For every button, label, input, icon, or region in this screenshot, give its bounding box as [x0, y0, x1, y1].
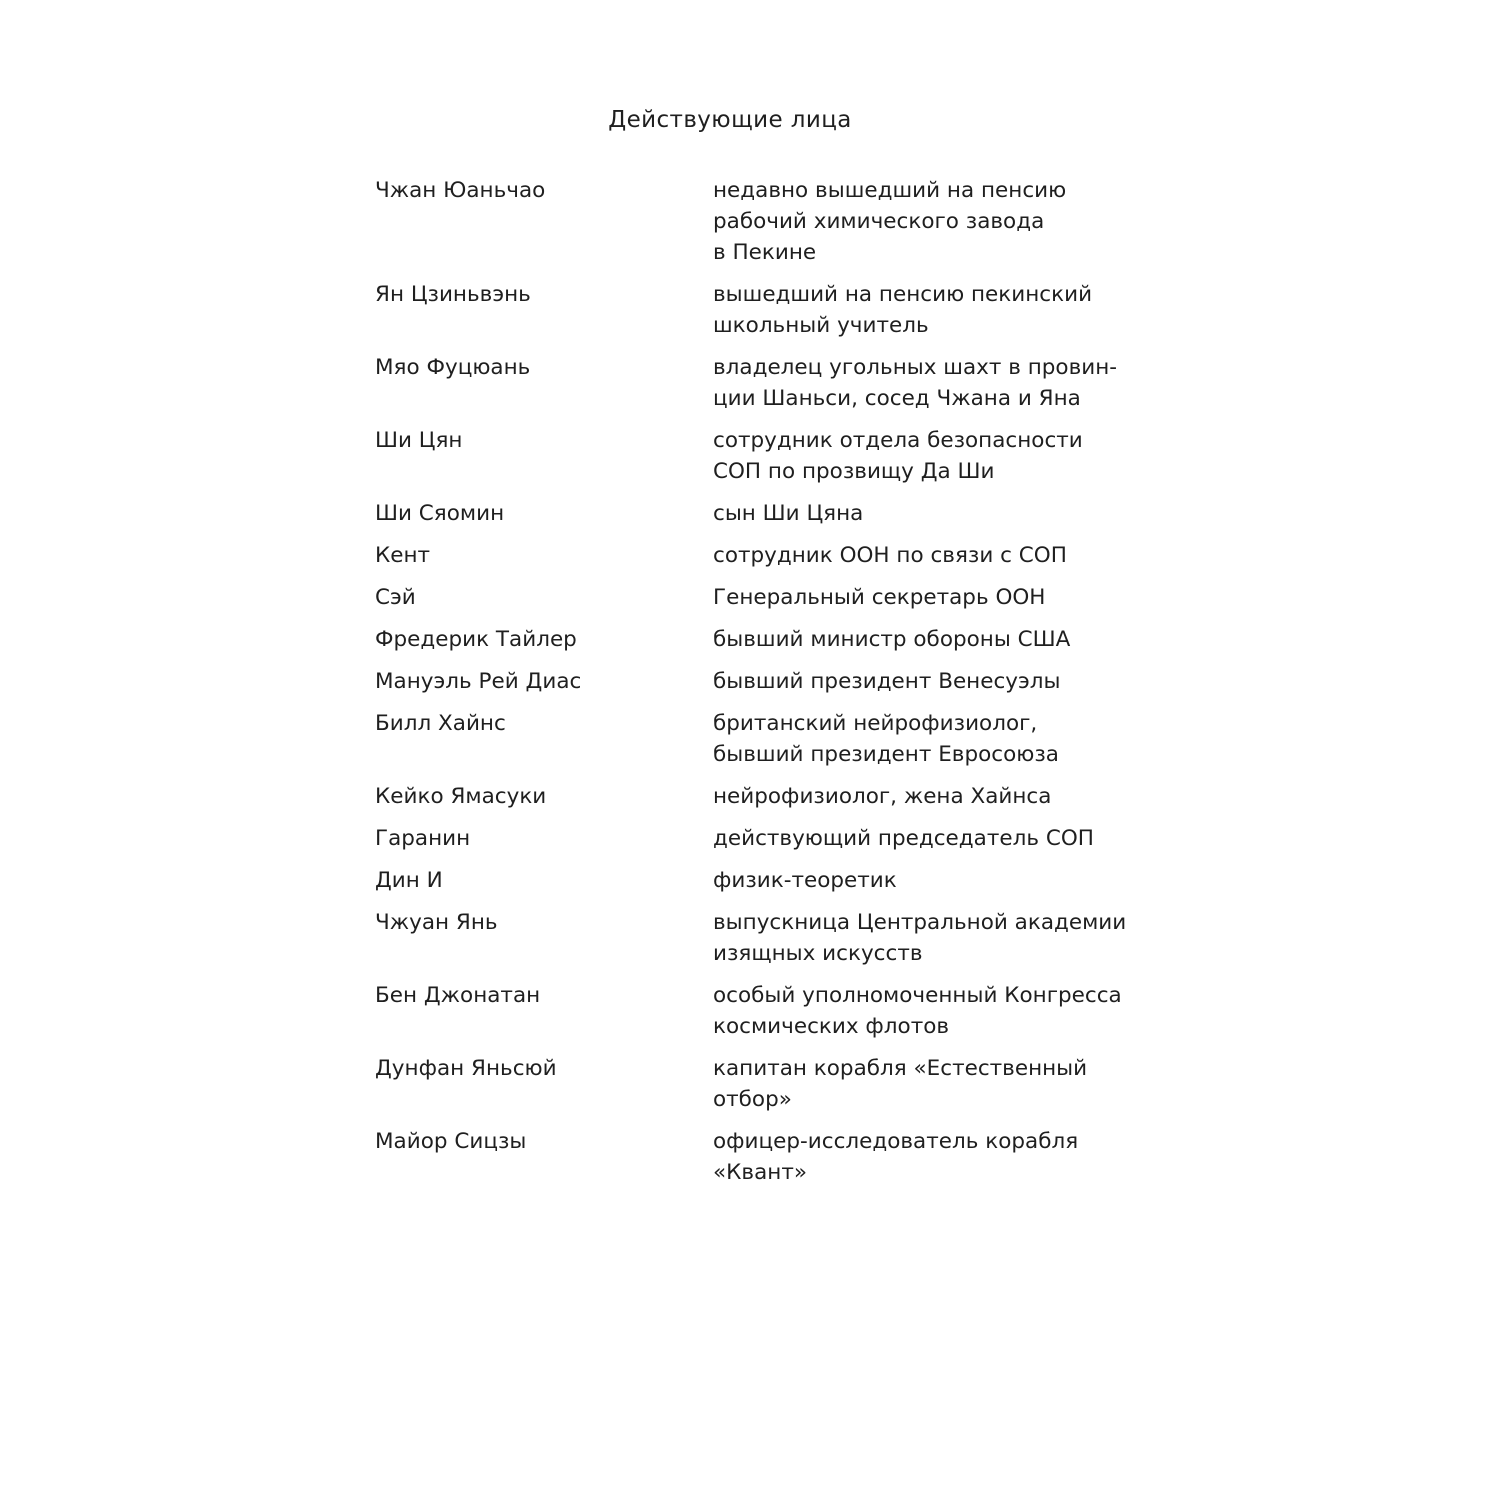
- character-description: [713, 865, 1113, 896]
- description-line: космических флотов: [713, 1014, 950, 1039]
- description-line: «Квант»: [713, 1160, 807, 1185]
- description-line: изящных искусств: [713, 941, 923, 966]
- description-line: офицер-исследователь корабля: [713, 1129, 1079, 1154]
- description-line: действующий председатель СОП: [713, 826, 1094, 851]
- description-line: сотрудник отдела безопасности: [713, 428, 1083, 453]
- character-name: Майор Сицзы: [375, 1129, 527, 1154]
- character-description: [713, 624, 1113, 655]
- character-description: [713, 907, 1127, 969]
- description-line: особый уполномоченный Конгресса: [713, 983, 1122, 1008]
- character-name: Чжан Юаньчао: [375, 178, 546, 203]
- character-description: [713, 1053, 1113, 1115]
- character-description: [713, 582, 1113, 613]
- character-name: Мануэль Рей Диас: [375, 669, 582, 694]
- character-description: [713, 1126, 1113, 1188]
- page-title: Действующие лица: [608, 107, 852, 133]
- character-name: Ши Цян: [375, 428, 463, 453]
- character-description: [713, 425, 1113, 487]
- cast-row: [375, 624, 1135, 655]
- cast-row: [375, 907, 1135, 969]
- description-line: сотрудник ООН по связи с СОП: [713, 543, 1067, 568]
- character-description: [713, 175, 1113, 268]
- cast-row: [375, 980, 1135, 1042]
- character-name: Кейко Ямасуки: [375, 784, 547, 809]
- description-line: отбор»: [713, 1087, 792, 1112]
- description-line: Генеральный секретарь ООН: [713, 585, 1046, 610]
- character-description: [713, 980, 1122, 1042]
- cast-row: [375, 781, 1135, 812]
- description-line: сын Ши Цяна: [713, 501, 864, 526]
- cast-list: [375, 175, 1135, 1199]
- cast-row: [375, 1053, 1135, 1115]
- character-name: Фредерик Тайлер: [375, 627, 577, 652]
- character-name: Билл Хайнс: [375, 711, 506, 736]
- character-name: Кент: [375, 543, 431, 568]
- character-description: [713, 352, 1118, 414]
- character-description: [713, 498, 1113, 529]
- cast-row: [375, 865, 1135, 896]
- description-line: выпускница Центральной академии: [713, 910, 1127, 935]
- character-name: Ян Цзиньвэнь: [375, 282, 531, 307]
- cast-row: [375, 708, 1135, 770]
- cast-row: [375, 666, 1135, 697]
- description-line: бывший министр обороны США: [713, 627, 1071, 652]
- character-name: Сэй: [375, 585, 416, 610]
- character-name: Ши Сяомин: [375, 501, 505, 526]
- character-description: [713, 823, 1113, 854]
- cast-row: [375, 352, 1135, 414]
- character-description: [713, 781, 1113, 812]
- description-line: капитан корабля «Естественный: [713, 1056, 1088, 1081]
- character-name: Чжуан Янь: [375, 910, 498, 935]
- cast-row: [375, 540, 1135, 571]
- character-description: [713, 279, 1113, 341]
- description-line: вышедший на пенсию пекинский: [713, 282, 1093, 307]
- description-line: нейрофизиолог, жена Хайнса: [713, 784, 1052, 809]
- character-description: [713, 540, 1113, 571]
- description-line: в Пекине: [713, 240, 817, 265]
- character-name: Мяо Фуцюань: [375, 355, 531, 380]
- cast-row: [375, 1126, 1135, 1188]
- description-line: недавно вышедший на пенсию: [713, 178, 1067, 203]
- cast-row: [375, 823, 1135, 854]
- cast-row: [375, 425, 1135, 487]
- cast-row: [375, 498, 1135, 529]
- description-line: школьный учитель: [713, 313, 929, 338]
- character-description: [713, 666, 1113, 697]
- character-name: Дунфан Яньсюй: [375, 1056, 557, 1081]
- description-line: ции Шаньси, сосед Чжана и Яна: [713, 386, 1081, 411]
- description-line: физик-теоретик: [713, 868, 897, 893]
- description-line: бывший президент Евросоюза: [713, 742, 1059, 767]
- character-name: Дин И: [375, 868, 443, 893]
- description-line: владелец угольных шахт в провин-: [713, 355, 1118, 380]
- description-line: СОП по прозвищу Да Ши: [713, 459, 995, 484]
- cast-row: [375, 175, 1135, 268]
- character-description: [713, 708, 1113, 770]
- character-name: Гаранин: [375, 826, 471, 851]
- cast-row: [375, 582, 1135, 613]
- description-line: британский нейрофизиолог,: [713, 711, 1038, 736]
- description-line: рабочий химического завода: [713, 209, 1045, 234]
- cast-row: [375, 279, 1135, 341]
- description-line: бывший президент Венесуэлы: [713, 669, 1061, 694]
- character-name: Бен Джонатан: [375, 983, 541, 1008]
